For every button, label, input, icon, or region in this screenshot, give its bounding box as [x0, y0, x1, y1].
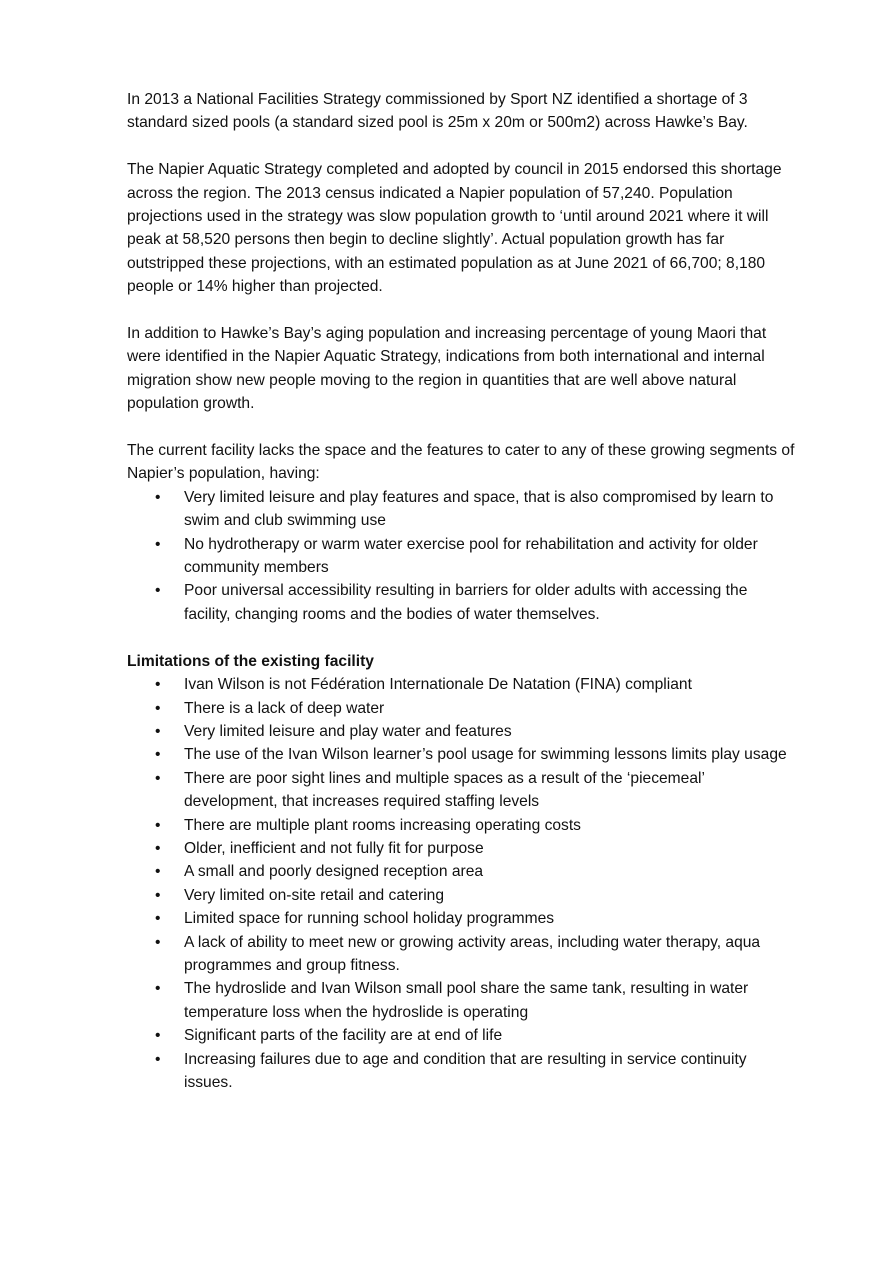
current-facility-list	[127, 486, 797, 626]
list-item-text: There are multiple plant rooms increasing operating costs	[184, 816, 581, 834]
list-item-text: No hydrotherapy or warm water exercise pool for rehabilitation and activity for older community members	[184, 535, 758, 577]
bullet-icon: •	[155, 488, 161, 506]
list-item-text: Older, inefficient and not fully fit for purpose	[184, 839, 484, 857]
bullet-icon: •	[155, 769, 161, 787]
bullet-icon: •	[155, 676, 161, 694]
list-item	[127, 884, 797, 907]
list-item	[127, 486, 797, 533]
bullet-icon: •	[155, 933, 161, 951]
list-item	[127, 533, 797, 580]
bullet-icon: •	[155, 535, 161, 553]
list-item	[127, 1024, 797, 1047]
list-item-text: Significant parts of the facility are at end of life	[184, 1027, 503, 1045]
list-item-text: The hydroslide and Ivan Wilson small pool share the same tank, resulting in water temperature loss when the hydroslide is operating	[184, 980, 749, 1021]
list-item	[127, 837, 797, 860]
paragraph-current-facility: The current facility lacks the space and the features to cater to any of these growing segments of Napier’s population, having:	[127, 442, 795, 483]
list-item-text: Very limited on-site retail and catering	[184, 886, 445, 904]
bullet-icon: •	[155, 1027, 161, 1045]
list-item-text: Ivan Wilson is not Fédération Internationale De Natation (FINA) compliant	[184, 676, 692, 694]
paragraph-population-migration: In addition to Hawke’s Bay’s aging population and increasing percentage of young Maori that were identified in the Napier Aquatic Strategy, indications from both international and internal migration show new people moving to the region in quantities that are well above natural population growth.	[127, 325, 767, 413]
list-item	[127, 931, 797, 978]
list-item	[127, 579, 797, 626]
list-item	[127, 860, 797, 883]
paragraph-aquatic-strategy: The Napier Aquatic Strategy completed and adopted by council in 2015 endorsed this shortage across the region. The 2013 census indicated a Napier population of 57,240. Population projections used in the strategy was slow population growth to ‘until around 2021 where it will peak at 58,520 persons then begin to decline slightly’. Actual population growth has far outstripped these projections, with an estimated population as at June 2021 of 66,700; 8,180 people or 14% higher than projected.	[127, 161, 782, 296]
document-page	[127, 88, 797, 1094]
limitations-list	[127, 673, 797, 1094]
list-item-text: Very limited leisure and play water and features	[184, 722, 512, 740]
list-item	[127, 907, 797, 930]
list-item	[127, 977, 797, 1024]
list-item-text: A small and poorly designed reception area	[184, 863, 484, 881]
list-item	[127, 1048, 797, 1095]
list-item	[127, 697, 797, 720]
bullet-icon: •	[155, 816, 161, 834]
bullet-icon: •	[155, 746, 161, 764]
bullet-icon: •	[155, 582, 161, 600]
bullet-icon: •	[155, 910, 161, 928]
bullet-icon: •	[155, 839, 161, 857]
list-item-text: Poor universal accessibility resulting in barriers for older adults with accessing the facility, changing rooms and the bodies of water themselves.	[184, 582, 748, 623]
list-item	[127, 743, 797, 766]
list-item-text: A lack of ability to meet new or growing activity areas, including water therapy, aqua programmes and group fitness.	[184, 933, 761, 974]
list-item-text: There are poor sight lines and multiple spaces as a result of the ‘piecemeal’ development, that increases required staffing levels	[184, 769, 705, 811]
list-item-text: Increasing failures due to age and condition that are resulting in service continuity issues.	[184, 1050, 747, 1091]
list-item	[127, 767, 797, 814]
bullet-icon: •	[155, 886, 161, 904]
list-item	[127, 814, 797, 837]
list-item-text: There is a lack of deep water	[184, 699, 385, 717]
list-item	[127, 720, 797, 743]
bullet-icon: •	[155, 1050, 161, 1068]
limitations-heading: Limitations of the existing facility	[127, 652, 374, 670]
list-item	[127, 673, 797, 696]
paragraph-facilities-strategy: In 2013 a National Facilities Strategy commissioned by Sport NZ identified a shortage of 3 standard sized pools (a standard sized pool is 25m x 20m or 500m2) across Hawke’s Bay.	[127, 91, 748, 132]
bullet-icon: •	[155, 980, 161, 998]
bullet-icon: •	[155, 722, 161, 740]
list-item-text: Very limited leisure and play features and space, that is also compromised by learn to swim and club swimming use	[184, 488, 774, 530]
list-item-text: Limited space for running school holiday programmes	[184, 910, 555, 928]
bullet-icon: •	[155, 863, 161, 881]
bullet-icon: •	[155, 699, 161, 717]
list-item-text: The use of the Ivan Wilson learner’s pool usage for swimming lessons limits play usage	[184, 746, 787, 764]
